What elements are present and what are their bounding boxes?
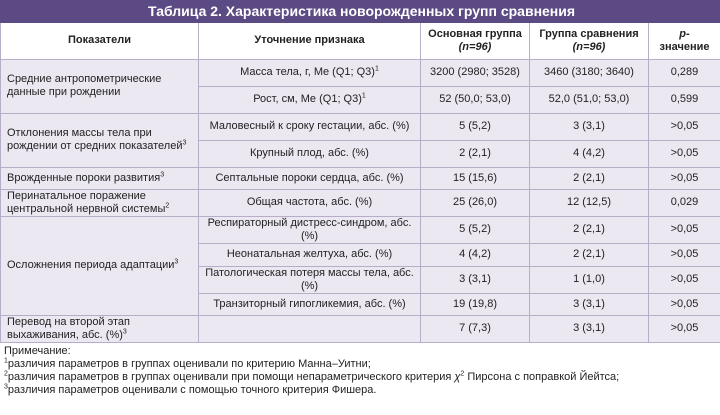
p-value: >0,05 [649,167,720,189]
spec-cell: Респираторный дистресс-синдром, абс. (%) [199,216,421,243]
spec-cell: Транзиторный гипогликемия, абс. (%) [199,293,421,315]
table-row [1,315,720,342]
header-indicator: Показатели [1,23,199,59]
note-2: $^2$различия параметров в группах оценивали при помощи непараметрического критерия $\chi^2$ Пирсона с поправкой Йейтса; [4,369,620,383]
main-value: 3 (3,1) [421,266,530,293]
p-value: >0,05 [649,266,720,293]
comp-value: 2 (2,1) [530,216,649,243]
main-value: 25 (26,0) [421,189,530,216]
main-value: 2 (2,1) [421,140,530,167]
p-value: >0,05 [649,140,720,167]
group-adaptation: Осложнения периода адаптации$^3$ [1,216,199,315]
comp-value: 12 (12,5) [530,189,649,216]
main-value: 4 (4,2) [421,243,530,266]
comp-value: 52,0 (51,0; 53,0) [530,86,649,113]
header-spec: Уточнение признака [199,23,421,59]
spec-cell: Неонатальная желтуха, абс. (%) [199,243,421,266]
main-value: 5 (5,2) [421,216,530,243]
header-main-label: Основная группа [428,27,522,40]
main-value: 7 (7,3) [421,315,530,342]
spec-cell: Общая частота, абс. (%) [199,189,421,216]
p-value: >0,05 [649,216,720,243]
p-value: >0,05 [649,315,720,342]
spec-cell: Маловесный к сроку гестации, абс. (%) [199,113,421,140]
main-value: 19 (19,8) [421,293,530,315]
group-malformations: Врожденные пороки развития$^3$ [1,167,199,189]
notes-heading: Примечание: [4,344,71,357]
table-title: Таблица 2. Характеристика новорожденных групп сравнения [0,0,720,23]
main-value: 5 (5,2) [421,113,530,140]
spec-cell: Рост, см, Me (Q1; Q3)$^1$ [199,86,421,113]
p-value: 0,289 [649,59,720,86]
header-row [1,23,720,59]
comparison-table [0,23,720,343]
comp-value: 2 (2,1) [530,243,649,266]
comp-value: 1 (1,0) [530,266,649,293]
header-comp-n: (n=96) [572,40,606,53]
table-row [1,59,720,86]
header-p-value [649,23,720,59]
p-value: >0,05 [649,113,720,140]
note-1: $^1$различия параметров в группах оценивали по критерию Манна–Уитни; [4,356,371,370]
header-main-group [421,23,530,59]
comp-value: 4 (4,2) [530,140,649,167]
main-value: 15 (15,6) [421,167,530,189]
table-row [1,167,720,189]
group-transfer: Перевод на второй этап выхаживания, абс. (%)$^3$ [1,315,199,342]
p-value: 0,599 [649,86,720,113]
table-row [1,189,720,216]
p-value: 0,029 [649,189,720,216]
spec-cell [199,315,421,342]
comp-value: 3 (3,1) [530,113,649,140]
group-cns-lesion: Перинатальное поражение центральной нервной системы$^2$ [1,189,199,216]
group-mass-deviation: Отклонения массы тела при рождении от средних показателей$^3$ [1,113,199,167]
spec-cell: Масса тела, г, Me (Q1; Q3)$^1$ [199,59,421,86]
note-3: $^3$различия параметров оценивали с помощью точного критерия Фишера. [4,382,377,396]
group-anthropometric: Средние антропометрические данные при рождении [1,59,199,113]
main-value: 3200 (2980; 3528) [421,59,530,86]
table-row [1,216,720,243]
p-value: >0,05 [649,293,720,315]
comp-value: 3 (3,1) [530,315,649,342]
table-row [1,113,720,140]
main-value: 52 (50,0; 53,0) [421,86,530,113]
spec-cell: Септальные пороки сердца, абс. (%) [199,167,421,189]
table-notes [0,343,720,397]
header-comp-label: Группа сравнения [539,27,639,40]
comp-value: 3 (3,1) [530,293,649,315]
spec-cell: Патологическая потеря массы тела, абс. (%) [199,266,421,293]
header-p-suffix: значение [659,40,710,53]
header-main-n: (n=96) [458,40,492,53]
header-comparison-group [530,23,649,59]
header-p-label: p- [679,27,690,40]
comp-value: 3460 (3180; 3640) [530,59,649,86]
spec-cell: Крупный плод, абс. (%) [199,140,421,167]
p-value: >0,05 [649,243,720,266]
comp-value: 2 (2,1) [530,167,649,189]
